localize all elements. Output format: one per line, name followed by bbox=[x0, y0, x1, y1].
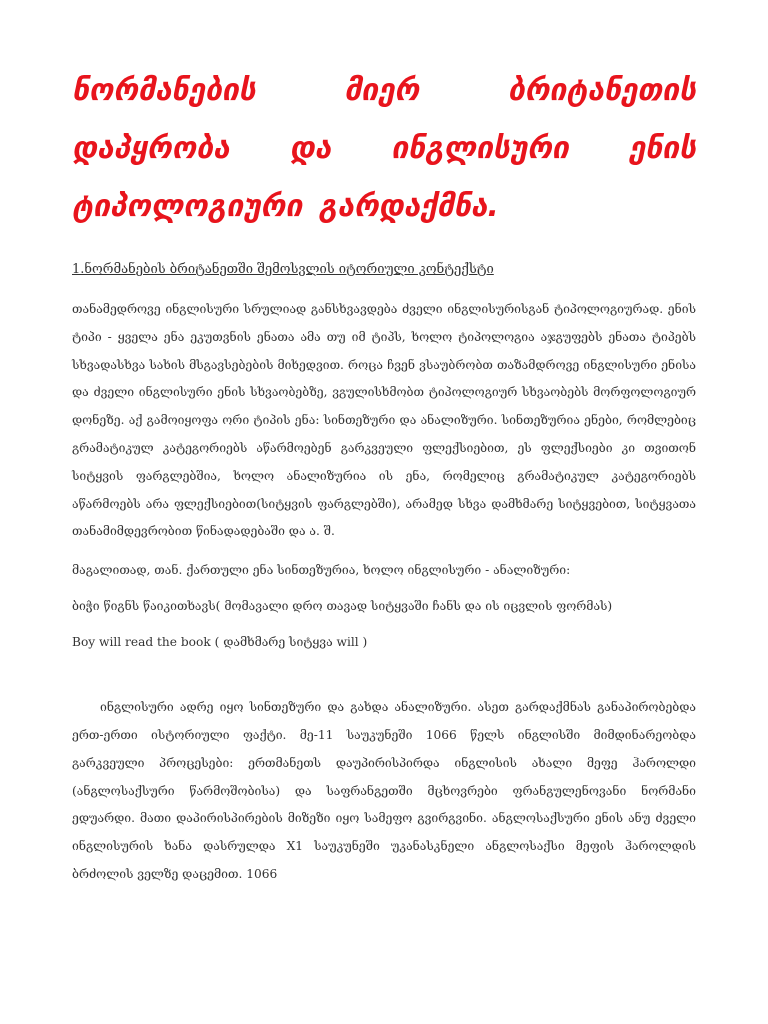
paragraph-example-intro: მაგალითად, თან. ქართული ენა სინთეზურია, ხოლო ინგლისური - ანალიზური: bbox=[72, 563, 571, 578]
paragraph-history: ინგლისური ადრე იყო სინთეზური და გახდა ანალიზური. ასეთ გარდაქმნას განაპირობებდა ერთ-ერთი ისტორიული ფაქტი. მე-11 საუკუნეში 1066 წელს ინგლისში მიმდინარეობდა გარკვეული პროცესები: ერთმანეთს დაუპირისპირდა ინგლისის ახალი მეფე ჰაროლდი (ანგლოსაქსური წარმოშობისა) და საფრანგეთში მცხოვრები ფრანგულენოვანი ნორმანი ედუარდი. მათი დაპირისპირების მიზეზი იყო სამეფო გვირგვინი. ანგლოსაქსური ენის ანუ ძველი ინგლისურის ხანა დასრულდა X1 საუკუნეში უკანასკნელი ანგლოსაქსი მეფის ჰაროლდის ბრძოლის ველზე დაცემით. 1066 bbox=[72, 700, 696, 881]
paragraph-example-georgian: ბიჭი წიგნს წაიკითხავს( მომავალი დრო თავად სიტყვაში ჩანს და ის იცვლის ფორმას) bbox=[72, 599, 613, 614]
paragraph-example-english: Boy will read the book ( დამხმარე სიტყვა will ) bbox=[72, 635, 368, 650]
section-heading: 1.ნორმანების ბრიტანეთში შემოსვლის იტორიული კონტექსტი bbox=[72, 262, 494, 277]
document-title: ნორმანების მიერ ბრიტანეთის დაპყრობა და ინგლისური ენის ტიპოლოგიური გარდაქმნა. bbox=[72, 73, 696, 224]
paragraph-typology: თანამედროვე ინგლისური სრულიად განსხვავდება ძველი ინგლისურისგან ტიპოლოგიურად. ენის ტიპი - ყველა ენა ეკუთვნის ენათა ამა თუ იმ ტიპს, ხოლო ტიპოლოგია აჯგუფებს ენათა ტიპებს სხვადასხვა სახის მსგავსებების მიხედვით. როცა ჩვენ ვსაუბრობთ თაზამდროვე ინგლისური ენისა და ძველი ინგლისური ენის სხვაობებზე, ვგულისხმობთ ტიპოლოგიურ სხვაობებს მორფოლოგიურ დონეზე. აქ გამოიყოფა ორი ტიპის ენა: სინთეზური და ანალიზური. სინთეზურია ენები, რომლებიც გრამატიკულ კატეგორიებს აწარმოებენ გარკვეული ფლექსიებით, ეს ფლექსიები კი თვითონ სიტყვის ფარგლებშია, ხოლო ანალიზურია ის ენა, რომელიც გრამატიკულ კატეგორიებს აწარმოებს არა ფლექსიებით(სიტყვის ფარგლებში), არამედ სხვა დამხმარე სიტყვებით, სიტყვათა თანამიმდევრობით წინადადებაში და ა. შ. bbox=[72, 302, 696, 539]
